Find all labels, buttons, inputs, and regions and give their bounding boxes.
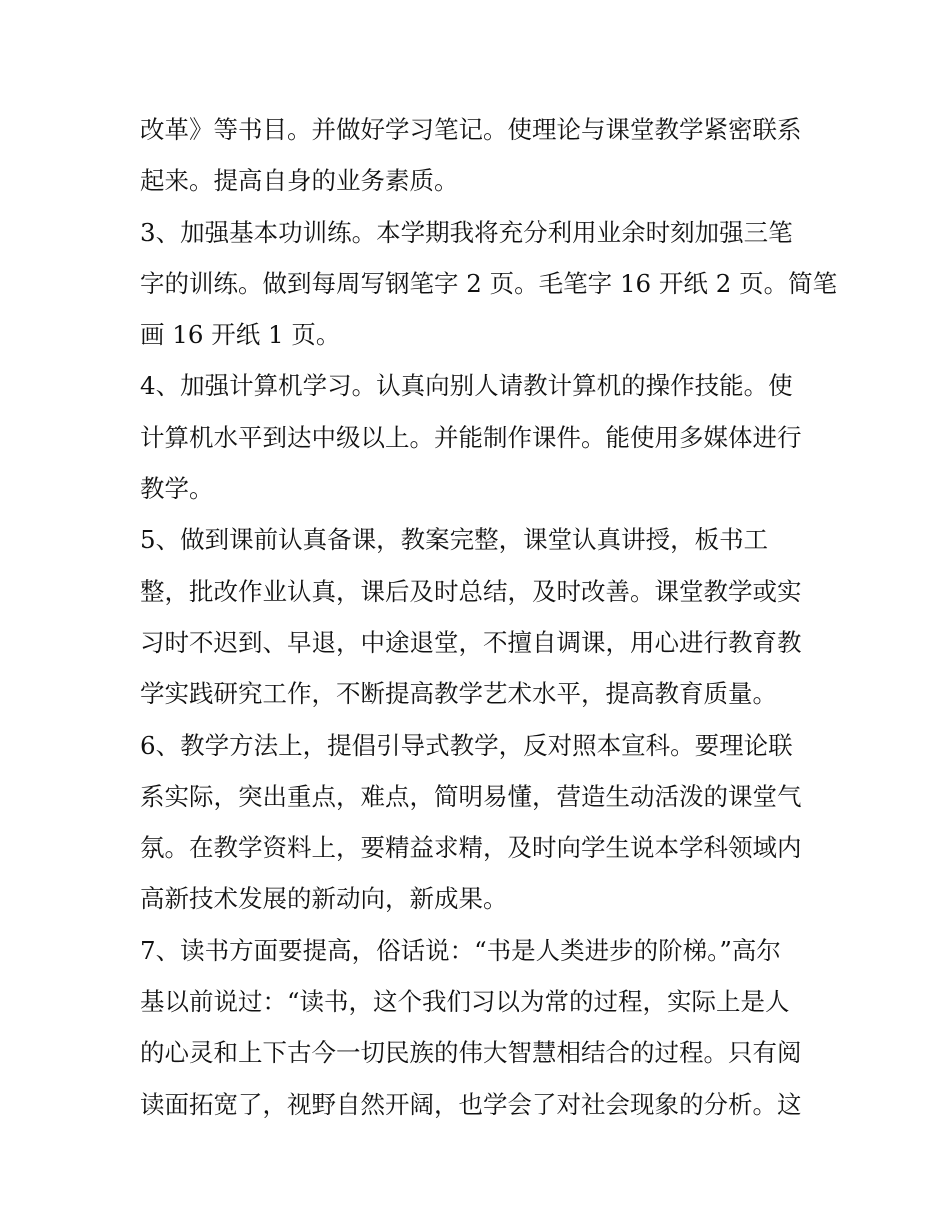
text-line: 基以前说过：“读书，这个我们习以为常的过程，实际上是人: [140, 987, 790, 1017]
text-line: 画 16 开纸 1 页。: [140, 320, 341, 350]
text-line: 氛。在教学资料上，要精益求精，及时向学生说本学科领域内: [140, 833, 802, 863]
text-line: 5、做到课前认真备课，教案完整，课堂认真讲授，板书工: [140, 525, 769, 555]
text-line: 学实践研究工作，不断提高教学艺术水平，提高教育质量。: [140, 679, 777, 709]
text-line: 改革》等书目。并做好学习笔记。使理论与课堂教学紧密联系: [140, 115, 802, 144]
document-body: [140, 104, 838, 1130]
text-line: 的心灵和上下古今一切民族的伟大智慧相结合的过程。只有阅: [140, 1038, 802, 1068]
text-line: 字的训练。做到每周写钢笔字 2 页。毛笔字 16 开纸 2 页。简笔: [140, 268, 838, 298]
text-line: 7、读书方面要提高，俗话说：“书是人类进步的阶梯。”高尔: [140, 935, 781, 965]
text-line: 高新技术发展的新动向，新成果。: [140, 884, 508, 914]
text-line: 整，批改作业认真，课后及时总结，及时改善。课堂教学或实: [140, 576, 802, 606]
text-line: 习时不迟到、早退，中途退堂，不擅自调课，用心进行教育教: [140, 627, 802, 657]
text-line: 读面拓宽了，视野自然开阔，也学会了对社会现象的分析。这: [140, 1089, 802, 1119]
text-line: 起来。提高自身的业务素质。: [140, 166, 459, 196]
text-line: 教学。: [140, 474, 214, 504]
text-line: 3、加强基本功训练。本学期我将充分利用业余时刻加强三笔: [140, 217, 793, 247]
text-line: 计算机水平到达中级以上。并能制作课件。能使用多媒体进行: [140, 422, 802, 452]
text-line: 4、加强计算机学习。认真向别人请教计算机的操作技能。使: [140, 371, 793, 401]
text-line: 6、教学方法上，提倡引导式教学，反对照本宣科。要理论联: [140, 730, 793, 760]
text-line: 系实际，突出重点，难点，简明易懂，营造生动活泼的课堂气: [140, 781, 802, 811]
